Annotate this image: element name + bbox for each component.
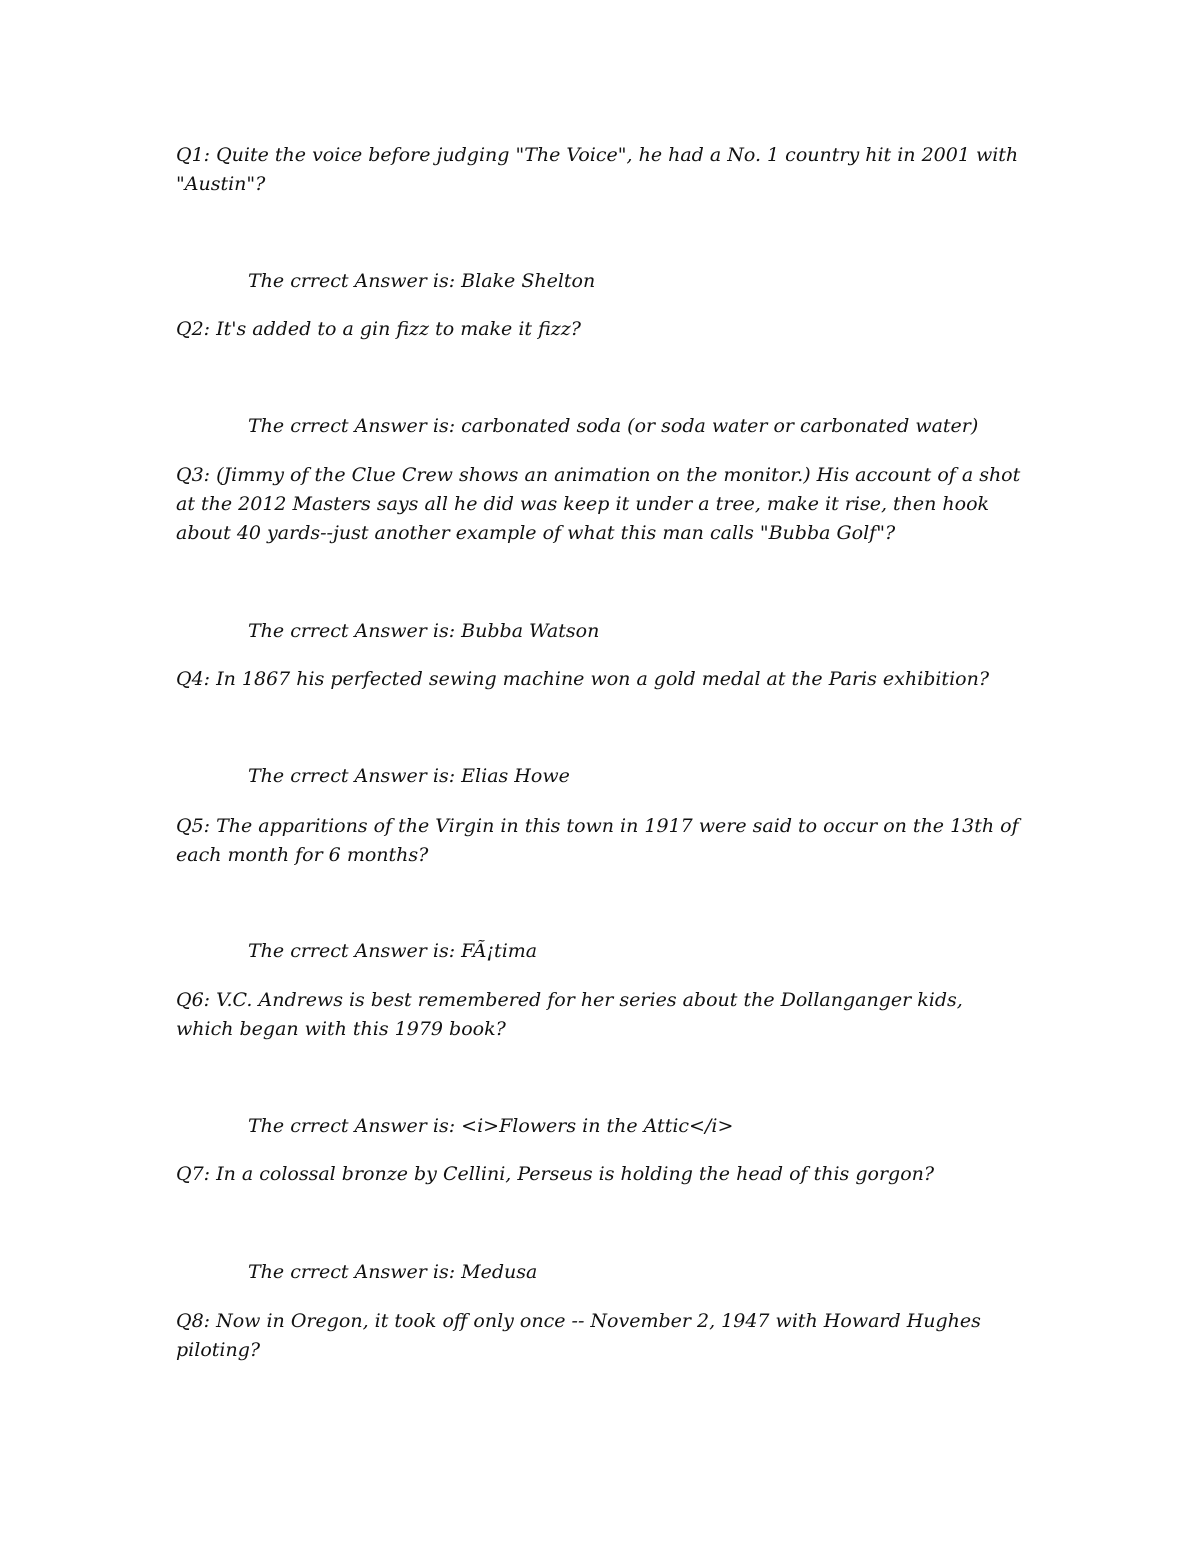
answer-2: The crrect Answer is: carbonated soda (or soda water or carbonated water) [248,415,979,437]
answer-7: The crrect Answer is: Medusa [248,1261,538,1283]
question-3: Q3: (Jimmy of the Clue Crew shows an animation on the monitor.) His account of a shot at the 2012 Masters says all he did was keep it under a tree, make it rise, then hook about 40 yards--just another example of what this man calls "Bubba Golf"? [176,464,1021,544]
answer-1: The crrect Answer is: Blake Shelton [248,270,596,292]
answer-4: The crrect Answer is: Elias Howe [248,765,570,787]
question-6: Q6: V.C. Andrews is best remembered for her series about the Dollanganger kids, which began with this 1979 book? [176,989,963,1040]
question-4: Q4: In 1867 his perfected sewing machine won a gold medal at the Paris exhibition? [176,668,990,690]
question-8: Q8: Now in Oregon, it took off only once -- November 2, 1947 with Howard Hughes piloting? [176,1310,981,1361]
question-7: Q7: In a colossal bronze by Cellini, Perseus is holding the head of this gorgon? [176,1163,935,1185]
answer-5: The crrect Answer is: FÃ¡tima [248,940,538,962]
question-5: Q5: The apparitions of the Virgin in this town in 1917 were said to occur on the 13th of each month for 6 months? [176,815,1019,866]
question-2: Q2: It's added to a gin fizz to make it fizz? [176,318,581,340]
answer-6: The crrect Answer is: <i>Flowers in the Attic</i> [248,1115,734,1137]
question-1: Q1: Quite the voice before judging "The Voice", he had a No. 1 country hit in 2001 with "Austin"? [176,144,1019,195]
answer-3: The crrect Answer is: Bubba Watson [248,620,600,642]
